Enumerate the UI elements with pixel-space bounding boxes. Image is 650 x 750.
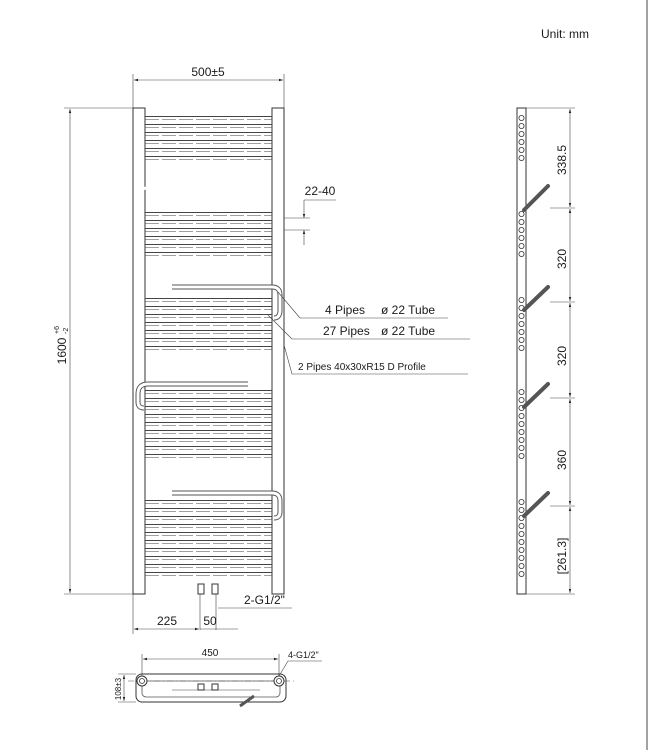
plan-frame-inner [142,681,280,697]
hook-4-inner [172,493,280,518]
plan-connection-leader [279,661,288,676]
side-tube [519,421,524,426]
side-tube [519,547,524,552]
side-view [517,108,575,594]
side-tube [519,235,524,240]
side-tube [519,227,524,232]
valve-right [212,584,218,594]
side-dim-4: 360 [555,449,569,471]
side-tube [519,131,524,136]
side-tube [519,219,524,224]
hook-1 [138,188,248,214]
plan-valve-left [198,684,204,690]
plan-depth-dim: 108±3 [114,677,123,701]
bottom-dim-225: 225 [156,614,178,628]
valve-left [198,584,204,594]
side-tube [519,389,524,394]
side-tube [519,507,524,512]
unit-label: Unit: mm [541,27,589,41]
side-tube [519,437,524,442]
hook-3-inner [138,384,248,408]
side-hook-2 [524,287,548,310]
svg-text:+6: +6 [54,326,61,334]
side-tube [519,397,524,402]
front-view [54,65,470,634]
front-connection-label: 2-G1/2" [244,593,285,607]
plan-width-dim: 450 [201,648,219,659]
side-hook-1 [524,186,548,210]
side-hook-3 [524,384,548,407]
side-tube [519,211,524,216]
side-tube [519,337,524,342]
plan-frame-outer [136,674,286,702]
plan-connection-left [137,676,147,686]
side-tube [519,123,524,128]
height-dim [54,326,70,364]
hook-3 [138,384,248,408]
side-tube [519,297,524,302]
width-dim: 500±5 [191,65,225,79]
side-tube [519,345,524,350]
side-tube [519,251,524,256]
side-tube [519,523,524,528]
side-tube [519,321,524,326]
callout-4-tube: ø 22 Tube [381,303,436,317]
right-collector [272,108,284,594]
plan-valve-right [212,684,218,690]
side-tube [519,453,524,458]
side-collector [517,108,526,594]
bottom-dim-50: 50 [203,614,217,628]
side-tube [519,499,524,504]
side-dim-1: 338.5 [555,144,569,176]
callout-27-pipes: 27 Pipes [323,324,370,338]
left-collector [133,108,145,594]
side-tube [519,539,524,544]
side-tube [519,115,524,120]
hook-4 [172,493,280,518]
side-tube [519,445,524,450]
side-tube [519,429,524,434]
side-tube [519,147,524,152]
front-tube-group [145,117,272,576]
spacing-dim: 22-40 [304,184,336,198]
side-tube [519,531,524,536]
side-tube [519,313,524,318]
plan-hook [240,696,254,706]
callout-27-tube: ø 22 Tube [381,324,436,338]
side-dim-3: 320 [555,345,569,367]
side-tube [519,243,524,248]
plan-connection-label: 4-G1/2" [288,650,319,660]
hook-2-inner [172,287,280,318]
side-tube [519,329,524,334]
plan-view [114,648,322,706]
hook-1-inner [138,188,248,214]
hook-2 [172,287,280,318]
side-tube [519,155,524,160]
side-tube [519,139,524,144]
side-dim-2: 320 [555,248,569,270]
svg-text:-2: -2 [63,327,70,334]
side-tube [519,571,524,576]
side-dim-5: [261.3] [555,537,569,575]
side-hook-4 [524,493,548,516]
svg-text:1600: 1600 [55,337,69,365]
side-tube [519,555,524,560]
side-tube [519,563,524,568]
side-tube [519,413,524,418]
callout-4-pipes: 4 Pipes [325,303,366,317]
callout-profile: 2 Pipes 40x30xR15 D Profile [298,362,426,373]
plan-connection-right [274,676,284,686]
callout-profile-leader [284,345,292,374]
